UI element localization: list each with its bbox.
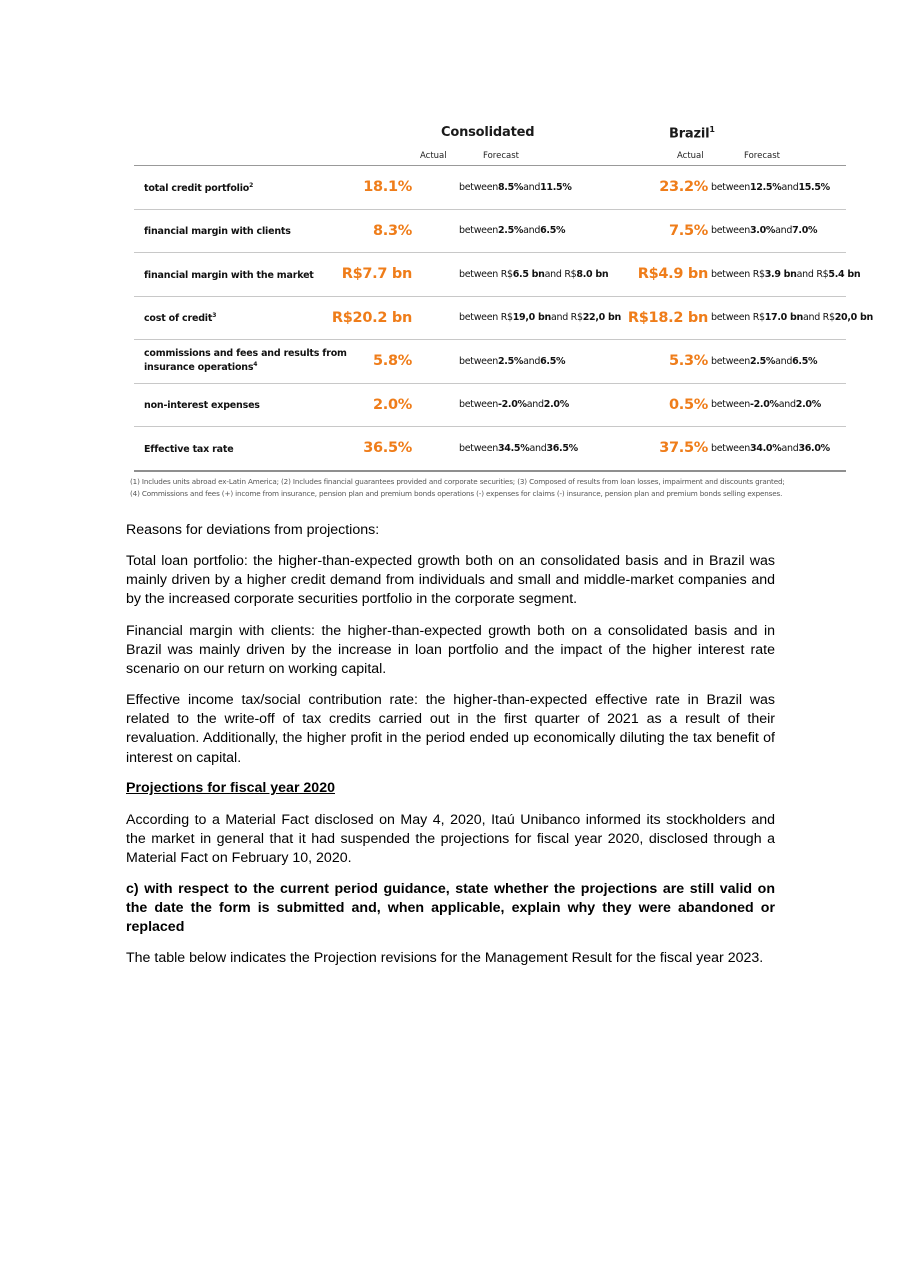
consolidated-actual: R$7.7 bn bbox=[341, 266, 412, 282]
brazil-forecast: between R$ 17.0 bn and R$ 20,0 bn bbox=[711, 312, 873, 323]
brazil-actual: 0.5% bbox=[668, 396, 708, 413]
brazil-heading: Brazil$^1$ bbox=[669, 125, 715, 142]
consolidated-forecast-label: Forecast bbox=[483, 151, 519, 161]
row-label: financial margin with the market bbox=[144, 270, 314, 282]
brazil-footnote-ref: 1 bbox=[709, 125, 715, 134]
consolidated-forecast: between R$ 19,0 bn and R$ 22,0 bn bbox=[459, 312, 621, 323]
table-footnotes bbox=[130, 476, 890, 500]
guidance-table bbox=[134, 120, 886, 456]
row-label: cost of credit$^3$ bbox=[144, 312, 217, 325]
consolidated-actual-label: Actual bbox=[420, 151, 447, 161]
consolidated-actual: 5.8% bbox=[372, 353, 412, 369]
consolidated-forecast: between 2.5% and 6.5% bbox=[459, 225, 566, 236]
consolidated-heading: Consolidated bbox=[441, 125, 535, 140]
table-header bbox=[134, 120, 886, 164]
tax-rate-paragraph: Effective income tax/social contribution rate: the higher-than-expected effective rate in Brazil was related to the write-off of tax credits carried out in the first quarter of 2021 as a result of their revaluation. Additionally, the higher profit in the period ended up economically diluting the tax benefit of interest on capital. bbox=[126, 692, 775, 766]
consolidated-forecast: between -2.0% and 2.0% bbox=[459, 399, 569, 410]
row-label: non-interest expenses bbox=[144, 400, 260, 412]
table-row bbox=[134, 297, 873, 341]
loan-portfolio-paragraph: Total loan portfolio: the higher-than-expected growth both on an consolidated basis and in Brazil was mainly driven by a higher credit demand from individuals and small and middle-market companies and by the increased corporate securities portfolio in the corporate segment. bbox=[126, 553, 775, 608]
brazil-actual: R$4.9 bn bbox=[637, 266, 708, 282]
table-row bbox=[134, 427, 846, 472]
row-label: Effective tax rate bbox=[144, 444, 234, 456]
brazil-forecast-label: Forecast bbox=[744, 151, 780, 161]
consolidated-actual: 8.3% bbox=[372, 222, 412, 239]
consolidated-forecast: between 8.5% and 11.5% bbox=[459, 181, 572, 193]
table-row bbox=[134, 253, 861, 297]
brazil-forecast: between 12.5% and 15.5% bbox=[711, 181, 830, 193]
footnote-line-1: (1) Includes units abroad ex-Latin America; (2) Includes financial guarantees provided and corporate securities; (3) Composed of results from loan losses, impairment and discounts granted; bbox=[130, 477, 785, 486]
brazil-forecast: between -2.0% and 2.0% bbox=[711, 399, 821, 410]
row-label: commissions and fees and results from insurance operations$^4$ bbox=[144, 348, 347, 374]
brazil-actual: 23.2% bbox=[659, 179, 708, 195]
table-row bbox=[134, 384, 846, 428]
projections-heading-wrap bbox=[126, 779, 775, 798]
consolidated-forecast: between 2.5% and 6.5% bbox=[459, 355, 566, 367]
material-fact-paragraph: According to a Material Fact disclosed on May 4, 2020, Itaú Unibanco informed its stockholders and the market in general that it had suspended the projections for fiscal year 2020, disclosed through a Material Fact on February 10, 2020. bbox=[126, 812, 775, 867]
consolidated-forecast: between 34.5% and 36.5% bbox=[459, 442, 578, 454]
consolidated-actual: R$20.2 bn bbox=[331, 309, 412, 326]
footnote-line-2: (4) Commissions and fees (+) income from insurance, pension plan and premium bonds operations (-) expenses for claims (-) insurance, pension plan and premium bonds selling expenses. bbox=[130, 489, 783, 498]
brazil-actual: 5.3% bbox=[668, 353, 708, 369]
table-row bbox=[134, 210, 846, 254]
table-row bbox=[134, 340, 846, 384]
table-body bbox=[134, 166, 886, 472]
brazil-actual-label: Actual bbox=[677, 151, 704, 161]
brazil-actual: 37.5% bbox=[659, 440, 708, 456]
consolidated-actual: 2.0% bbox=[372, 396, 412, 413]
brazil-forecast: between R$ 3.9 bn and R$ 5.4 bn bbox=[711, 268, 861, 280]
brazil-forecast: between 3.0% and 7.0% bbox=[711, 225, 818, 236]
table-row bbox=[134, 166, 846, 210]
consolidated-forecast: between R$ 6.5 bn and R$ 8.0 bn bbox=[459, 268, 609, 280]
table-intro-paragraph: The table below indicates the Projection revisions for the Management Result for the fiscal year 2023. bbox=[126, 950, 764, 966]
projections-heading: Projections for fiscal year 2020 bbox=[126, 780, 335, 796]
brazil-actual: 7.5% bbox=[668, 222, 708, 239]
brazil-forecast: between 2.5% and 6.5% bbox=[711, 355, 818, 367]
consolidated-actual: 18.1% bbox=[363, 179, 412, 195]
brazil-actual: R$18.2 bn bbox=[627, 309, 708, 326]
row-label: total credit portfolio$^2$ bbox=[144, 181, 254, 195]
row-label: financial margin with clients bbox=[144, 226, 291, 238]
reasons-heading: Reasons for deviations from projections: bbox=[126, 522, 380, 538]
brazil-forecast: between 34.0% and 36.0% bbox=[711, 442, 830, 454]
section-c-heading: c) with respect to the current period guidance, state whether the projections are still valid on the date the form is submitted and, when applicable, explain why they were abandoned or replaced bbox=[126, 881, 775, 936]
consolidated-actual: 36.5% bbox=[363, 440, 412, 456]
financial-margin-paragraph: Financial margin with clients: the higher-than-expected growth both on a consolidated basis and in Brazil was mainly driven by the increase in loan portfolio and the impact of the higher interest rate scenario on our return on working capital. bbox=[126, 623, 775, 678]
